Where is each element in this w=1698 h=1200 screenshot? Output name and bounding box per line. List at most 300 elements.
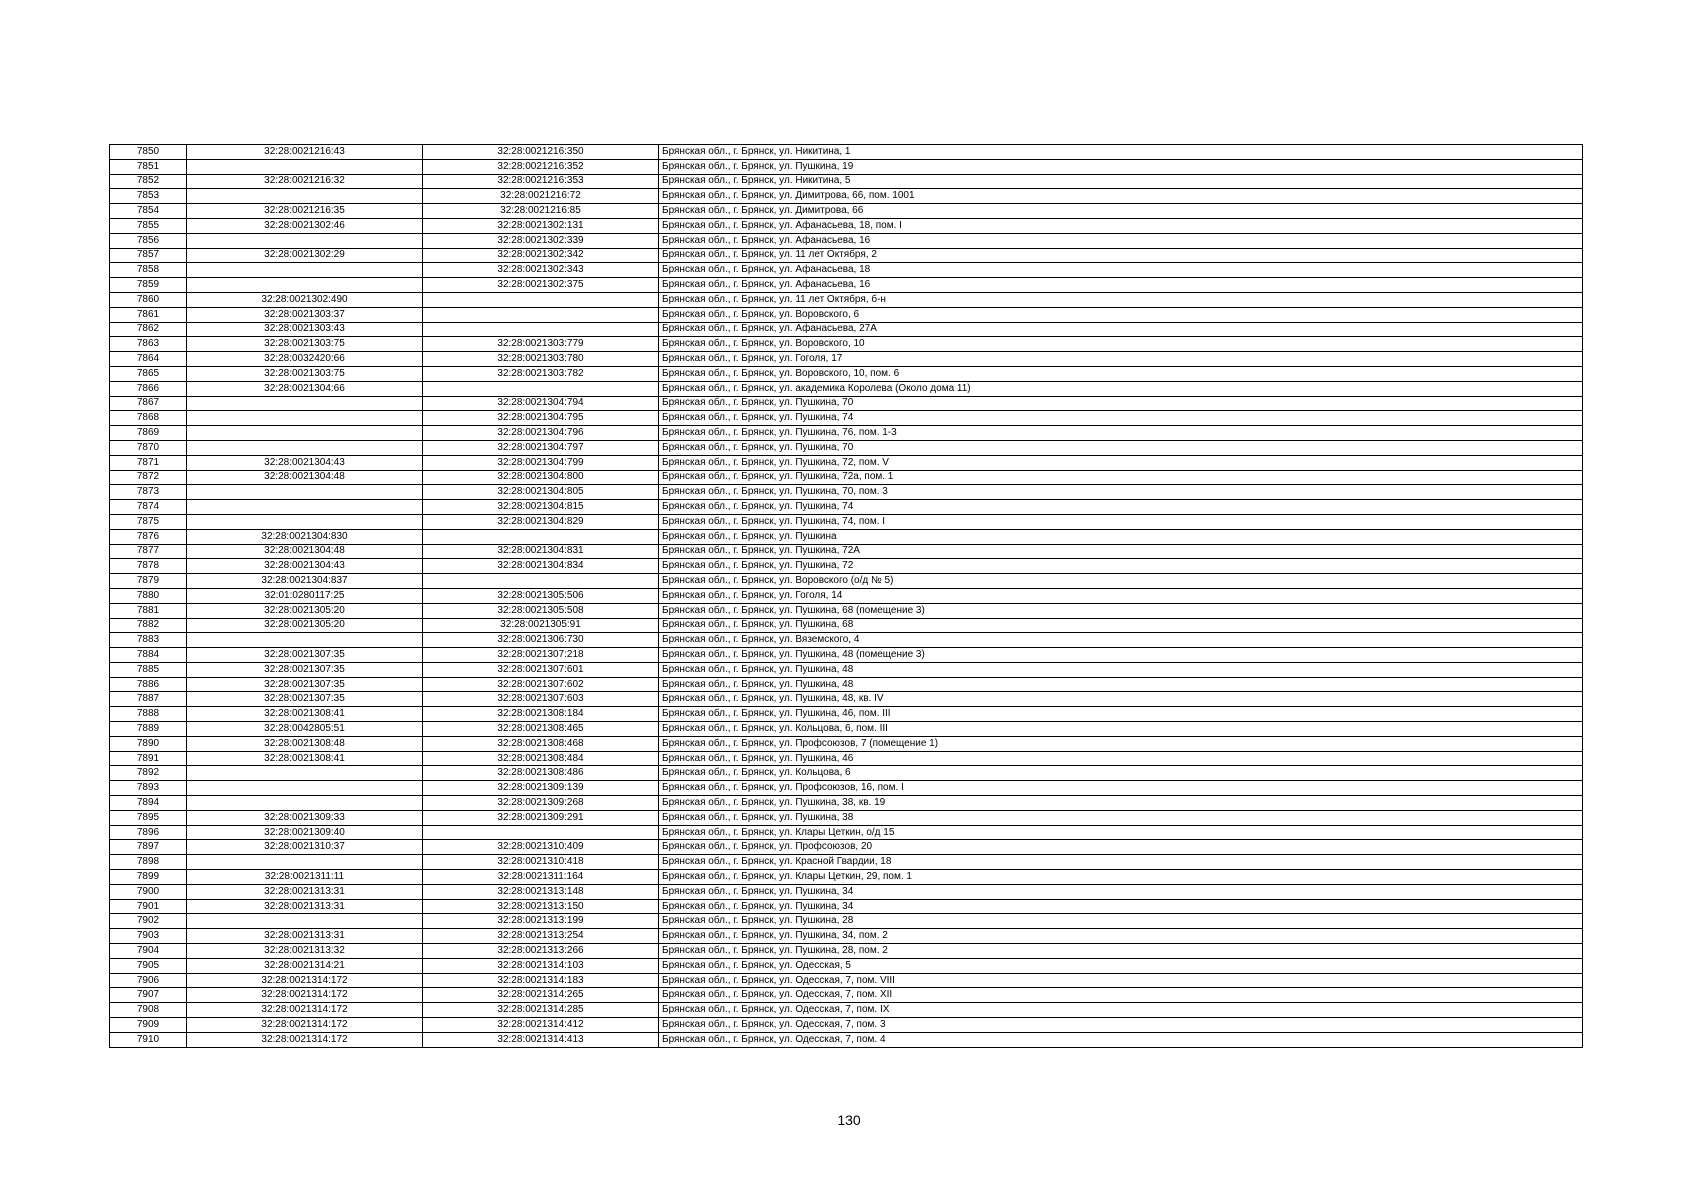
table-row: [110, 248, 1583, 263]
table-row: [110, 603, 1583, 618]
row-number-cell: 7895: [110, 810, 187, 825]
new-cadastral-number-cell: 32:28:0021304:799: [423, 455, 659, 470]
old-cadastral-number-cell: 32:28:0021307:35: [187, 677, 423, 692]
new-cadastral-number-cell: 32:28:0021306:730: [423, 633, 659, 648]
table-row: [110, 366, 1583, 381]
row-number-cell: 7861: [110, 307, 187, 322]
old-cadastral-number-cell: 32:28:0021305:20: [187, 618, 423, 633]
new-cadastral-number-cell: 32:28:0021304:797: [423, 440, 659, 455]
new-cadastral-number-cell: 32:28:0021303:780: [423, 352, 659, 367]
new-cadastral-number-cell: 32:28:0021304:795: [423, 411, 659, 426]
table-row: [110, 766, 1583, 781]
address-cell: Брянская обл., г. Брянск, ул. Афанасьева, 18, пом. I: [659, 218, 1583, 233]
address-cell: Брянская обл., г. Брянск, ул. Пушкина, 76, пом. 1-3: [659, 426, 1583, 441]
address-cell: Брянская обл., г. Брянск, ул. Пушкина, 72: [659, 559, 1583, 574]
address-cell: Брянская обл., г. Брянск, ул. Кольцова, 6, пом. III: [659, 722, 1583, 737]
table-row: [110, 233, 1583, 248]
address-cell: Брянская обл., г. Брянск, ул. Никитина, 5: [659, 174, 1583, 189]
old-cadastral-number-cell: [187, 278, 423, 293]
old-cadastral-number-cell: 32:28:0021303:43: [187, 322, 423, 337]
new-cadastral-number-cell: 32:28:0021308:468: [423, 736, 659, 751]
address-cell: Брянская обл., г. Брянск, ул. Воровского, 10: [659, 337, 1583, 352]
row-number-cell: 7909: [110, 1018, 187, 1033]
new-cadastral-number-cell: [423, 307, 659, 322]
table-row: [110, 159, 1583, 174]
old-cadastral-number-cell: 32:28:0021304:48: [187, 544, 423, 559]
old-cadastral-number-cell: [187, 411, 423, 426]
row-number-cell: 7882: [110, 618, 187, 633]
old-cadastral-number-cell: 32:28:0021308:41: [187, 707, 423, 722]
address-cell: Брянская обл., г. Брянск, ул. Красной Гвардии, 18: [659, 855, 1583, 870]
old-cadastral-number-cell: 32:28:0021313:31: [187, 884, 423, 899]
new-cadastral-number-cell: 32:28:0021314:183: [423, 973, 659, 988]
table-row: [110, 677, 1583, 692]
row-number-cell: 7881: [110, 603, 187, 618]
row-number-cell: 7870: [110, 440, 187, 455]
table-row: [110, 958, 1583, 973]
address-cell: Брянская обл., г. Брянск, ул. Пушкина, 34, пом. 2: [659, 929, 1583, 944]
table-row: [110, 529, 1583, 544]
old-cadastral-number-cell: [187, 781, 423, 796]
new-cadastral-number-cell: 32:28:0021311:164: [423, 870, 659, 885]
address-cell: Брянская обл., г. Брянск, ул. Пушкина, 19: [659, 159, 1583, 174]
old-cadastral-number-cell: 32:28:0021303:37: [187, 307, 423, 322]
address-cell: Брянская обл., г. Брянск, ул. Клары Цеткин, о/д 15: [659, 825, 1583, 840]
table-row: [110, 618, 1583, 633]
address-cell: Брянская обл., г. Брянск, ул. Пушкина, 70: [659, 440, 1583, 455]
table-row: [110, 426, 1583, 441]
table-row: [110, 218, 1583, 233]
new-cadastral-number-cell: 32:28:0021304:805: [423, 485, 659, 500]
table-row: [110, 736, 1583, 751]
table-row: [110, 381, 1583, 396]
row-number-cell: 7851: [110, 159, 187, 174]
old-cadastral-number-cell: 32:28:0021305:20: [187, 603, 423, 618]
table-row: [110, 352, 1583, 367]
new-cadastral-number-cell: 32:28:0021304:800: [423, 470, 659, 485]
address-cell: Брянская обл., г. Брянск, ул. Пушкина, 48 (помещение 3): [659, 648, 1583, 663]
new-cadastral-number-cell: 32:28:0021313:148: [423, 884, 659, 899]
row-number-cell: 7894: [110, 796, 187, 811]
table-row: [110, 870, 1583, 885]
row-number-cell: 7899: [110, 870, 187, 885]
address-cell: Брянская обл., г. Брянск, ул. Воровского, 10, пом. 6: [659, 366, 1583, 381]
old-cadastral-number-cell: 32:28:0021314:21: [187, 958, 423, 973]
old-cadastral-number-cell: 32:28:0021314:172: [187, 988, 423, 1003]
address-cell: Брянская обл., г. Брянск, ул. 11 лет Октября, 2: [659, 248, 1583, 263]
table-row: [110, 574, 1583, 589]
row-number-cell: 7866: [110, 381, 187, 396]
table-row: [110, 588, 1583, 603]
old-cadastral-number-cell: 32:28:0021313:31: [187, 899, 423, 914]
new-cadastral-number-cell: 32:28:0021307:602: [423, 677, 659, 692]
address-cell: Брянская обл., г. Брянск, ул. Профсоюзов, 16, пом. I: [659, 781, 1583, 796]
new-cadastral-number-cell: [423, 322, 659, 337]
old-cadastral-number-cell: 32:28:0021304:837: [187, 574, 423, 589]
table-row: [110, 810, 1583, 825]
row-number-cell: 7883: [110, 633, 187, 648]
new-cadastral-number-cell: 32:28:0021302:375: [423, 278, 659, 293]
new-cadastral-number-cell: 32:28:0021216:352: [423, 159, 659, 174]
old-cadastral-number-cell: [187, 396, 423, 411]
address-cell: Брянская обл., г. Брянск, ул. Пушкина, 46: [659, 751, 1583, 766]
new-cadastral-number-cell: 32:28:0021303:779: [423, 337, 659, 352]
new-cadastral-number-cell: 32:28:0021314:413: [423, 1032, 659, 1047]
old-cadastral-number-cell: [187, 500, 423, 515]
new-cadastral-number-cell: 32:28:0021304:815: [423, 500, 659, 515]
new-cadastral-number-cell: 32:28:0021308:484: [423, 751, 659, 766]
new-cadastral-number-cell: 32:28:0021314:412: [423, 1018, 659, 1033]
row-number-cell: 7880: [110, 588, 187, 603]
row-number-cell: 7850: [110, 145, 187, 160]
new-cadastral-number-cell: 32:28:0021302:342: [423, 248, 659, 263]
address-cell: Брянская обл., г. Брянск, ул. Пушкина, 48: [659, 662, 1583, 677]
table-row: [110, 633, 1583, 648]
old-cadastral-number-cell: 32:28:0021308:48: [187, 736, 423, 751]
table-row: [110, 840, 1583, 855]
address-cell: Брянская обл., г. Брянск, ул. Кольцова, 6: [659, 766, 1583, 781]
row-number-cell: 7898: [110, 855, 187, 870]
row-number-cell: 7856: [110, 233, 187, 248]
address-cell: Брянская обл., г. Брянск, ул. Воровского (о/д № 5): [659, 574, 1583, 589]
table-row: [110, 796, 1583, 811]
new-cadastral-number-cell: [423, 574, 659, 589]
address-cell: Брянская обл., г. Брянск, ул. Пушкина, 72а, пом. 1: [659, 470, 1583, 485]
new-cadastral-number-cell: 32:28:0021302:339: [423, 233, 659, 248]
table-row: [110, 263, 1583, 278]
new-cadastral-number-cell: [423, 825, 659, 840]
old-cadastral-number-cell: 32:28:0042805:51: [187, 722, 423, 737]
address-cell: Брянская обл., г. Брянск, ул. Профсоюзов, 20: [659, 840, 1583, 855]
row-number-cell: 7892: [110, 766, 187, 781]
table-row: [110, 707, 1583, 722]
old-cadastral-number-cell: 32:28:0021216:43: [187, 145, 423, 160]
row-number-cell: 7884: [110, 648, 187, 663]
new-cadastral-number-cell: 32:28:0021216:72: [423, 189, 659, 204]
old-cadastral-number-cell: [187, 426, 423, 441]
row-number-cell: 7906: [110, 973, 187, 988]
old-cadastral-number-cell: [187, 855, 423, 870]
row-number-cell: 7854: [110, 204, 187, 219]
old-cadastral-number-cell: 32:28:0021307:35: [187, 662, 423, 677]
new-cadastral-number-cell: 32:28:0021309:291: [423, 810, 659, 825]
address-cell: Брянская обл., г. Брянск, ул. Пушкина, 34: [659, 899, 1583, 914]
table-row: [110, 396, 1583, 411]
old-cadastral-number-cell: 32:28:0021309:33: [187, 810, 423, 825]
row-number-cell: 7896: [110, 825, 187, 840]
address-cell: Брянская обл., г. Брянск, ул. Одесская, 5: [659, 958, 1583, 973]
table-row: [110, 514, 1583, 529]
address-cell: Брянская обл., г. Брянск, ул. Пушкина, 28, пом. 2: [659, 944, 1583, 959]
old-cadastral-number-cell: 32:28:0021309:40: [187, 825, 423, 840]
address-cell: Брянская обл., г. Брянск, ул. Афанасьева, 18: [659, 263, 1583, 278]
address-cell: Брянская обл., г. Брянск, ул. Пушкина, 48: [659, 677, 1583, 692]
old-cadastral-number-cell: 32:28:0021304:66: [187, 381, 423, 396]
table-row: [110, 411, 1583, 426]
new-cadastral-number-cell: 32:28:0021310:409: [423, 840, 659, 855]
row-number-cell: 7905: [110, 958, 187, 973]
old-cadastral-number-cell: 32:28:0021307:35: [187, 692, 423, 707]
old-cadastral-number-cell: [187, 233, 423, 248]
address-cell: Брянская обл., г. Брянск, ул. Гоголя, 14: [659, 588, 1583, 603]
table-row: [110, 455, 1583, 470]
address-cell: Брянская обл., г. Брянск, ул. Одесская, 7, пом. 4: [659, 1032, 1583, 1047]
address-cell: Брянская обл., г. Брянск, ул. Пушкина, 70: [659, 396, 1583, 411]
row-number-cell: 7908: [110, 1003, 187, 1018]
old-cadastral-number-cell: 32:28:0021302:46: [187, 218, 423, 233]
old-cadastral-number-cell: 32:28:0021304:43: [187, 559, 423, 574]
row-number-cell: 7874: [110, 500, 187, 515]
address-cell: Брянская обл., г. Брянск, ул. Пушкина, 74, пом. I: [659, 514, 1583, 529]
row-number-cell: 7859: [110, 278, 187, 293]
row-number-cell: 7902: [110, 914, 187, 929]
row-number-cell: 7855: [110, 218, 187, 233]
address-cell: Брянская обл., г. Брянск, ул. Одесская, 7, пом. 3: [659, 1018, 1583, 1033]
table-row: [110, 973, 1583, 988]
table-row: [110, 174, 1583, 189]
new-cadastral-number-cell: 32:28:0021304:794: [423, 396, 659, 411]
table-row: [110, 145, 1583, 160]
table-row: [110, 751, 1583, 766]
row-number-cell: 7869: [110, 426, 187, 441]
old-cadastral-number-cell: 32:28:0021216:35: [187, 204, 423, 219]
row-number-cell: 7875: [110, 514, 187, 529]
row-number-cell: 7879: [110, 574, 187, 589]
new-cadastral-number-cell: 32:28:0021313:266: [423, 944, 659, 959]
table-row: [110, 929, 1583, 944]
address-cell: Брянская обл., г. Брянск, ул. Никитина, 1: [659, 145, 1583, 160]
row-number-cell: 7904: [110, 944, 187, 959]
new-cadastral-number-cell: 32:28:0021314:285: [423, 1003, 659, 1018]
address-cell: Брянская обл., г. Брянск, ул. Пушкина, 72, пом. V: [659, 455, 1583, 470]
address-cell: Брянская обл., г. Брянск, ул. Пушкина, 34: [659, 884, 1583, 899]
row-number-cell: 7873: [110, 485, 187, 500]
address-cell: Брянская обл., г. Брянск, ул. Пушкина, 38, кв. 19: [659, 796, 1583, 811]
old-cadastral-number-cell: 32:28:0021314:172: [187, 1018, 423, 1033]
row-number-cell: 7889: [110, 722, 187, 737]
address-cell: Брянская обл., г. Брянск, ул. Одесская, 7, пом. VIII: [659, 973, 1583, 988]
row-number-cell: 7864: [110, 352, 187, 367]
table-row: [110, 1003, 1583, 1018]
table-row: [110, 307, 1583, 322]
table-row: [110, 648, 1583, 663]
old-cadastral-number-cell: 32:28:0021304:43: [187, 455, 423, 470]
row-number-cell: 7886: [110, 677, 187, 692]
row-number-cell: 7910: [110, 1032, 187, 1047]
new-cadastral-number-cell: 32:28:0021216:353: [423, 174, 659, 189]
table-row: [110, 485, 1583, 500]
address-cell: Брянская обл., г. Брянск, ул. Воровского, 6: [659, 307, 1583, 322]
row-number-cell: 7860: [110, 292, 187, 307]
new-cadastral-number-cell: 32:28:0021310:418: [423, 855, 659, 870]
row-number-cell: 7887: [110, 692, 187, 707]
new-cadastral-number-cell: 32:28:0021308:486: [423, 766, 659, 781]
new-cadastral-number-cell: 32:28:0021308:184: [423, 707, 659, 722]
row-number-cell: 7878: [110, 559, 187, 574]
new-cadastral-number-cell: 32:28:0021302:343: [423, 263, 659, 278]
table-row: [110, 692, 1583, 707]
old-cadastral-number-cell: [187, 514, 423, 529]
table-row: [110, 781, 1583, 796]
address-cell: Брянская обл., г. Брянск, ул. Димитрова, 66, пом. 1001: [659, 189, 1583, 204]
new-cadastral-number-cell: [423, 529, 659, 544]
address-cell: Брянская обл., г. Брянск, ул. Профсоюзов, 7 (помещение 1): [659, 736, 1583, 751]
address-cell: Брянская обл., г. Брянск, ул. Пушкина, 68 (помещение 3): [659, 603, 1583, 618]
address-cell: Брянская обл., г. Брянск, ул. Одесская, 7, пом. IX: [659, 1003, 1583, 1018]
table-row: [110, 722, 1583, 737]
old-cadastral-number-cell: 32:28:0021216:32: [187, 174, 423, 189]
old-cadastral-number-cell: [187, 633, 423, 648]
new-cadastral-number-cell: 32:28:0021303:782: [423, 366, 659, 381]
old-cadastral-number-cell: 32:28:0021302:29: [187, 248, 423, 263]
address-cell: Брянская обл., г. Брянск, ул. Пушкина, 38: [659, 810, 1583, 825]
new-cadastral-number-cell: 32:28:0021216:85: [423, 204, 659, 219]
table-row: [110, 914, 1583, 929]
row-number-cell: 7867: [110, 396, 187, 411]
address-cell: Брянская обл., г. Брянск, ул. Димитрова, 66: [659, 204, 1583, 219]
address-cell: Брянская обл., г. Брянск, ул. Афанасьева, 16: [659, 233, 1583, 248]
table-row: [110, 559, 1583, 574]
table-row: [110, 440, 1583, 455]
table-row: [110, 544, 1583, 559]
new-cadastral-number-cell: [423, 292, 659, 307]
address-cell: Брянская обл., г. Брянск, ул. Афанасьева, 27А: [659, 322, 1583, 337]
address-cell: Брянская обл., г. Брянск, ул. Пушкина, 46, пом. III: [659, 707, 1583, 722]
row-number-cell: 7900: [110, 884, 187, 899]
address-cell: Брянская обл., г. Брянск, ул. 11 лет Октября, б-н: [659, 292, 1583, 307]
cadastral-table: [109, 144, 1583, 1048]
table-row: [110, 944, 1583, 959]
address-cell: Брянская обл., г. Брянск, ул. Пушкина, 74: [659, 500, 1583, 515]
new-cadastral-number-cell: 32:28:0021309:139: [423, 781, 659, 796]
new-cadastral-number-cell: 32:28:0021314:265: [423, 988, 659, 1003]
old-cadastral-number-cell: [187, 189, 423, 204]
old-cadastral-number-cell: 32:28:0021313:32: [187, 944, 423, 959]
row-number-cell: 7858: [110, 263, 187, 278]
row-number-cell: 7853: [110, 189, 187, 204]
address-cell: Брянская обл., г. Брянск, ул. Пушкина, 48, кв. IV: [659, 692, 1583, 707]
row-number-cell: 7865: [110, 366, 187, 381]
row-number-cell: 7890: [110, 736, 187, 751]
row-number-cell: 7857: [110, 248, 187, 263]
row-number-cell: 7868: [110, 411, 187, 426]
new-cadastral-number-cell: [423, 381, 659, 396]
old-cadastral-number-cell: 32:28:0021308:41: [187, 751, 423, 766]
old-cadastral-number-cell: 32:01:0280117:25: [187, 588, 423, 603]
new-cadastral-number-cell: 32:28:0021304:829: [423, 514, 659, 529]
new-cadastral-number-cell: 32:28:0021302:131: [423, 218, 659, 233]
table-row: [110, 322, 1583, 337]
new-cadastral-number-cell: 32:28:0021305:508: [423, 603, 659, 618]
row-number-cell: 7876: [110, 529, 187, 544]
row-number-cell: 7885: [110, 662, 187, 677]
table-row: [110, 204, 1583, 219]
new-cadastral-number-cell: 32:28:0021307:603: [423, 692, 659, 707]
table-row: [110, 825, 1583, 840]
old-cadastral-number-cell: 32:28:0021314:172: [187, 1003, 423, 1018]
address-cell: Брянская обл., г. Брянск, ул. Гоголя, 17: [659, 352, 1583, 367]
old-cadastral-number-cell: [187, 766, 423, 781]
address-cell: Брянская обл., г. Брянск, ул. Пушкина, 70, пом. 3: [659, 485, 1583, 500]
table-row: [110, 278, 1583, 293]
old-cadastral-number-cell: [187, 914, 423, 929]
row-number-cell: 7852: [110, 174, 187, 189]
new-cadastral-number-cell: 32:28:0021308:465: [423, 722, 659, 737]
old-cadastral-number-cell: 32:28:0021304:48: [187, 470, 423, 485]
address-cell: Брянская обл., г. Брянск, ул. Афанасьева, 16: [659, 278, 1583, 293]
row-number-cell: 7871: [110, 455, 187, 470]
table-body: [110, 145, 1583, 1048]
old-cadastral-number-cell: 32:28:0021311:11: [187, 870, 423, 885]
row-number-cell: 7863: [110, 337, 187, 352]
address-cell: Брянская обл., г. Брянск, ул. Вяземского, 4: [659, 633, 1583, 648]
new-cadastral-number-cell: 32:28:0021313:150: [423, 899, 659, 914]
new-cadastral-number-cell: 32:28:0021307:601: [423, 662, 659, 677]
old-cadastral-number-cell: [187, 796, 423, 811]
address-cell: Брянская обл., г. Брянск, ул. Одесская, 7, пом. XII: [659, 988, 1583, 1003]
new-cadastral-number-cell: 32:28:0021313:254: [423, 929, 659, 944]
table-row: [110, 189, 1583, 204]
row-number-cell: 7903: [110, 929, 187, 944]
table-row: [110, 855, 1583, 870]
table-row: [110, 1032, 1583, 1047]
old-cadastral-number-cell: 32:28:0021303:75: [187, 337, 423, 352]
address-cell: Брянская обл., г. Брянск, ул. академика Королева (Около дома 11): [659, 381, 1583, 396]
table-row: [110, 292, 1583, 307]
row-number-cell: 7901: [110, 899, 187, 914]
address-cell: Брянская обл., г. Брянск, ул. Пушкина, 72А: [659, 544, 1583, 559]
new-cadastral-number-cell: 32:28:0021304:831: [423, 544, 659, 559]
new-cadastral-number-cell: 32:28:0021216:350: [423, 145, 659, 160]
row-number-cell: 7907: [110, 988, 187, 1003]
old-cadastral-number-cell: 32:28:0021310:37: [187, 840, 423, 855]
new-cadastral-number-cell: 32:28:0021314:103: [423, 958, 659, 973]
new-cadastral-number-cell: 32:28:0021313:199: [423, 914, 659, 929]
table-row: [110, 884, 1583, 899]
old-cadastral-number-cell: 32:28:0021302:490: [187, 292, 423, 307]
old-cadastral-number-cell: 32:28:0021304:830: [187, 529, 423, 544]
address-cell: Брянская обл., г. Брянск, ул. Клары Цеткин, 29, пом. 1: [659, 870, 1583, 885]
old-cadastral-number-cell: [187, 263, 423, 278]
row-number-cell: 7893: [110, 781, 187, 796]
row-number-cell: 7891: [110, 751, 187, 766]
row-number-cell: 7888: [110, 707, 187, 722]
table-row: [110, 662, 1583, 677]
row-number-cell: 7877: [110, 544, 187, 559]
old-cadastral-number-cell: 32:28:0021303:75: [187, 366, 423, 381]
new-cadastral-number-cell: 32:28:0021307:218: [423, 648, 659, 663]
address-cell: Брянская обл., г. Брянск, ул. Пушкина: [659, 529, 1583, 544]
new-cadastral-number-cell: 32:28:0021305:91: [423, 618, 659, 633]
old-cadastral-number-cell: 32:28:0032420:66: [187, 352, 423, 367]
new-cadastral-number-cell: 32:28:0021309:268: [423, 796, 659, 811]
row-number-cell: 7897: [110, 840, 187, 855]
old-cadastral-number-cell: 32:28:0021314:172: [187, 1032, 423, 1047]
old-cadastral-number-cell: 32:28:0021307:35: [187, 648, 423, 663]
table-row: [110, 470, 1583, 485]
new-cadastral-number-cell: 32:28:0021304:834: [423, 559, 659, 574]
old-cadastral-number-cell: [187, 485, 423, 500]
address-cell: Брянская обл., г. Брянск, ул. Пушкина, 68: [659, 618, 1583, 633]
table-row: [110, 1018, 1583, 1033]
address-cell: Брянская обл., г. Брянск, ул. Пушкина, 74: [659, 411, 1583, 426]
row-number-cell: 7862: [110, 322, 187, 337]
old-cadastral-number-cell: 32:28:0021314:172: [187, 973, 423, 988]
new-cadastral-number-cell: 32:28:0021304:796: [423, 426, 659, 441]
old-cadastral-number-cell: 32:28:0021313:31: [187, 929, 423, 944]
old-cadastral-number-cell: [187, 159, 423, 174]
table-row: [110, 337, 1583, 352]
